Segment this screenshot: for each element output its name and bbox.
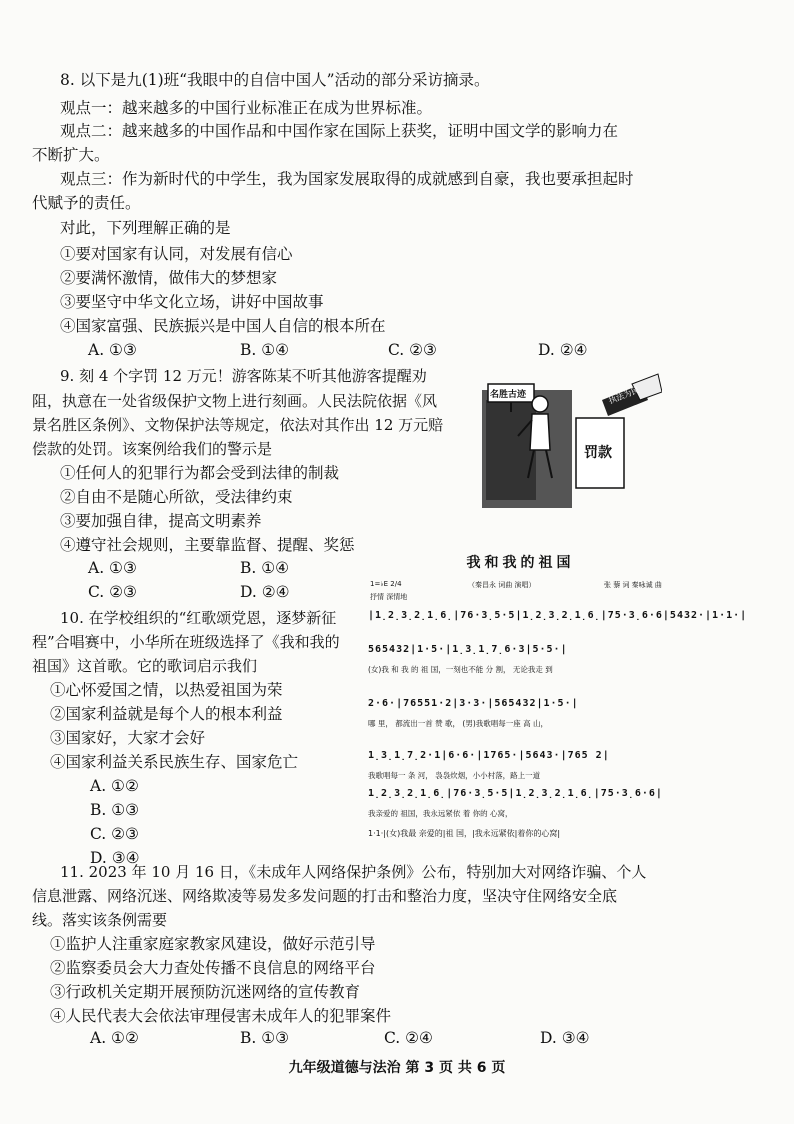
score-lyrics-row-3: 哪 里， 都流出一首 赞 歌， (男)我歌唱每一座 高 山，	[368, 719, 549, 728]
q8-view3b: 代赋予的责任。	[32, 194, 141, 212]
score-notes-row-2: 565432|1·5·|1̣3̣1̣7̣6·3|5·5·|	[368, 644, 568, 655]
person-body-shape	[530, 414, 550, 450]
score-notes-row-4: 1̣3̣1̣7̣2·1|6·6·|1765·|5643·|765 2|	[368, 750, 610, 761]
score-title: 我和我的祖国	[466, 555, 575, 571]
q8-choice-a[interactable]: A. ①③	[88, 341, 137, 359]
score-performer: （秦昌永 词曲 演唱）	[468, 581, 536, 589]
q8-item-1: ①要对国家有认同，对发展有信心	[60, 245, 293, 263]
q9-line4: 偿款的处罚。该案例给我们的警示是	[32, 440, 273, 458]
stone-relief-shape	[486, 400, 536, 500]
q9-choice-b[interactable]: B. ①④	[240, 559, 290, 577]
score-notes-row-5: 1̣2̣3̣2̣1̣6̣|76·3̣5·5|1̣2̣3̣2̣1̣6̣|75·3̣6·6|	[368, 788, 663, 799]
score-lyrics-row-2: (女)我 和 我 的 祖 国，一刻也不能 分 割， 无论我走 到	[368, 665, 553, 674]
q8-choice-d[interactable]: D. ②④	[538, 341, 588, 359]
q9-item-4: ④遵守社会规则，主要靠监督、提醒、奖惩	[60, 536, 355, 554]
q11-choice-d[interactable]: D. ③④	[540, 1029, 590, 1047]
q11-choice-a[interactable]: A. ①②	[90, 1029, 139, 1047]
q8-ask: 对此，下列理解正确的是	[60, 219, 231, 237]
illus-law-text: 执法为民	[607, 385, 641, 406]
score-lyrics-row-4: 我歌唱每一 条 河， 袅袅炊烟，小小村落，路上一道	[368, 771, 541, 780]
q9-item-1: ①任何人的犯罪行为都会受到法律的制裁	[60, 464, 340, 482]
score-notes-row-1: |1̣2̣3̣2̣1̣6̣|76·3̣5·5|1̣2̣3̣2̣1̣6̣|75·3̣6·6|5432·|1·1·|	[368, 610, 748, 621]
score-credit: 张 藜 词 秦咏诚 曲	[604, 581, 662, 589]
q9-line3: 景名胜区条例》、文物保护法等规定，依法对其作出 12 万元赔	[32, 416, 444, 434]
q8-item-4: ④国家富强、民族振兴是中国人自信的根本所在	[60, 317, 386, 335]
q8-stem: 8. 以下是九(1)班“我眼中的自信中国人”活动的部分采访摘录。	[60, 71, 490, 89]
q8-choice-c[interactable]: C. ②③	[388, 341, 437, 359]
score-lyrics-row-5: 我亲爱的 祖国，我永远紧依 着 你的 心窝，	[368, 809, 513, 818]
q11-line2: 信息泄露、网络沉迷、网络欺凌等易发多发问题的打击和整治力度，坚决守住网络安全底	[32, 887, 618, 905]
q10-choice-d[interactable]: D. ③④	[90, 849, 140, 867]
q9-line2: 阻，执意在一处省级保护文物上进行刻画。人民法院依据《风	[32, 392, 438, 410]
q11-line3: 线。落实该条例需要	[32, 911, 168, 929]
q10-line1: 10. 在学校组织的“红歌颂党恩，逐梦新征	[60, 609, 337, 627]
illus-sign-text: 名胜古迹	[490, 390, 527, 400]
q10-item-3: ③国家好，大家才会好	[50, 729, 206, 747]
q9-cartoon-illustration	[482, 370, 662, 508]
person-head-shape	[532, 396, 548, 412]
q10-line3: 祖国》这首歌。它的歌词启示我们	[32, 657, 258, 675]
q9-item-2: ②自由不是随心所欲，受法律约束	[60, 488, 293, 506]
q9-choice-c[interactable]: C. ②③	[88, 583, 137, 601]
q9-choice-a[interactable]: A. ①③	[88, 559, 137, 577]
q8-view2b: 不断扩大。	[32, 146, 110, 164]
score-key: 1=♭E 2/4	[370, 580, 402, 588]
q11-line1: 11. 2023 年 10 月 16 日，《未成年人网络保护条例》公布，特别加大对网络诈骗、个人	[60, 863, 647, 881]
page-footer: 九年级道德与法治 第 3 页 共 6 页	[288, 1060, 506, 1076]
q8-view1: 观点一：越来越多的中国行业标准正在成为世界标准。	[60, 99, 433, 117]
q10-line2: 程”合唱赛中，小华所在班级选择了《我和我的	[32, 633, 340, 651]
illus-fine-text: 罚款	[584, 445, 612, 461]
q8-view2a: 观点二：越来越多的中国作品和中国作家在国际上获奖，证明中国文学的影响力在	[60, 122, 619, 140]
q8-view3a: 观点三：作为新时代的中学生，我为国家发展取得的成就感到自豪，我也要承担起时	[60, 170, 634, 188]
q11-choice-c[interactable]: C. ②④	[384, 1029, 433, 1047]
q10-choice-a[interactable]: A. ①②	[90, 777, 139, 795]
q11-item-3: ③行政机关定期开展预防沉迷网络的宣传教育	[50, 983, 361, 1001]
q8-choice-b[interactable]: B. ①④	[240, 341, 290, 359]
q8-item-3: ③要坚守中华文化立场，讲好中国故事	[60, 293, 324, 311]
q11-item-4: ④人民代表大会依法审理侵害未成年人的犯罪案件	[50, 1007, 392, 1025]
q9-line1: 9. 刻 4 个字罚 12 万元！游客陈某不听其他游客提醒劝	[60, 367, 427, 385]
score-lyrics-row-6: 1·1·|(女)我最 亲爱的|祖 国，|我永远紧依|着你的心窝|	[368, 829, 561, 838]
q10-item-1: ①心怀爱国之情，以热爱祖国为荣	[50, 681, 283, 699]
q11-item-2: ②监察委员会大力查处传播不良信息的网络平台	[50, 959, 376, 977]
score-tempo: 抒情 深情地	[370, 593, 408, 601]
q11-item-1: ①监护人注重家庭家教家风建设，做好示范引导	[50, 935, 376, 953]
q11-choice-b[interactable]: B. ①③	[240, 1029, 290, 1047]
q8-item-2: ②要满怀激情，做伟大的梦想家	[60, 269, 278, 287]
q10-choice-b[interactable]: B. ①③	[90, 801, 140, 819]
song-score	[368, 552, 748, 848]
q10-item-4: ④国家利益关系民族生存、国家危亡	[50, 753, 299, 771]
q9-item-3: ③要加强自律，提高文明素养	[60, 512, 262, 530]
q10-choice-c[interactable]: C. ②③	[90, 825, 139, 843]
q10-item-2: ②国家利益就是每个人的根本利益	[50, 705, 283, 723]
score-notes-row-3: 2·6·|76551·2|3·3·|565432|1·5·|	[368, 698, 579, 709]
q9-choice-d[interactable]: D. ②④	[240, 583, 290, 601]
